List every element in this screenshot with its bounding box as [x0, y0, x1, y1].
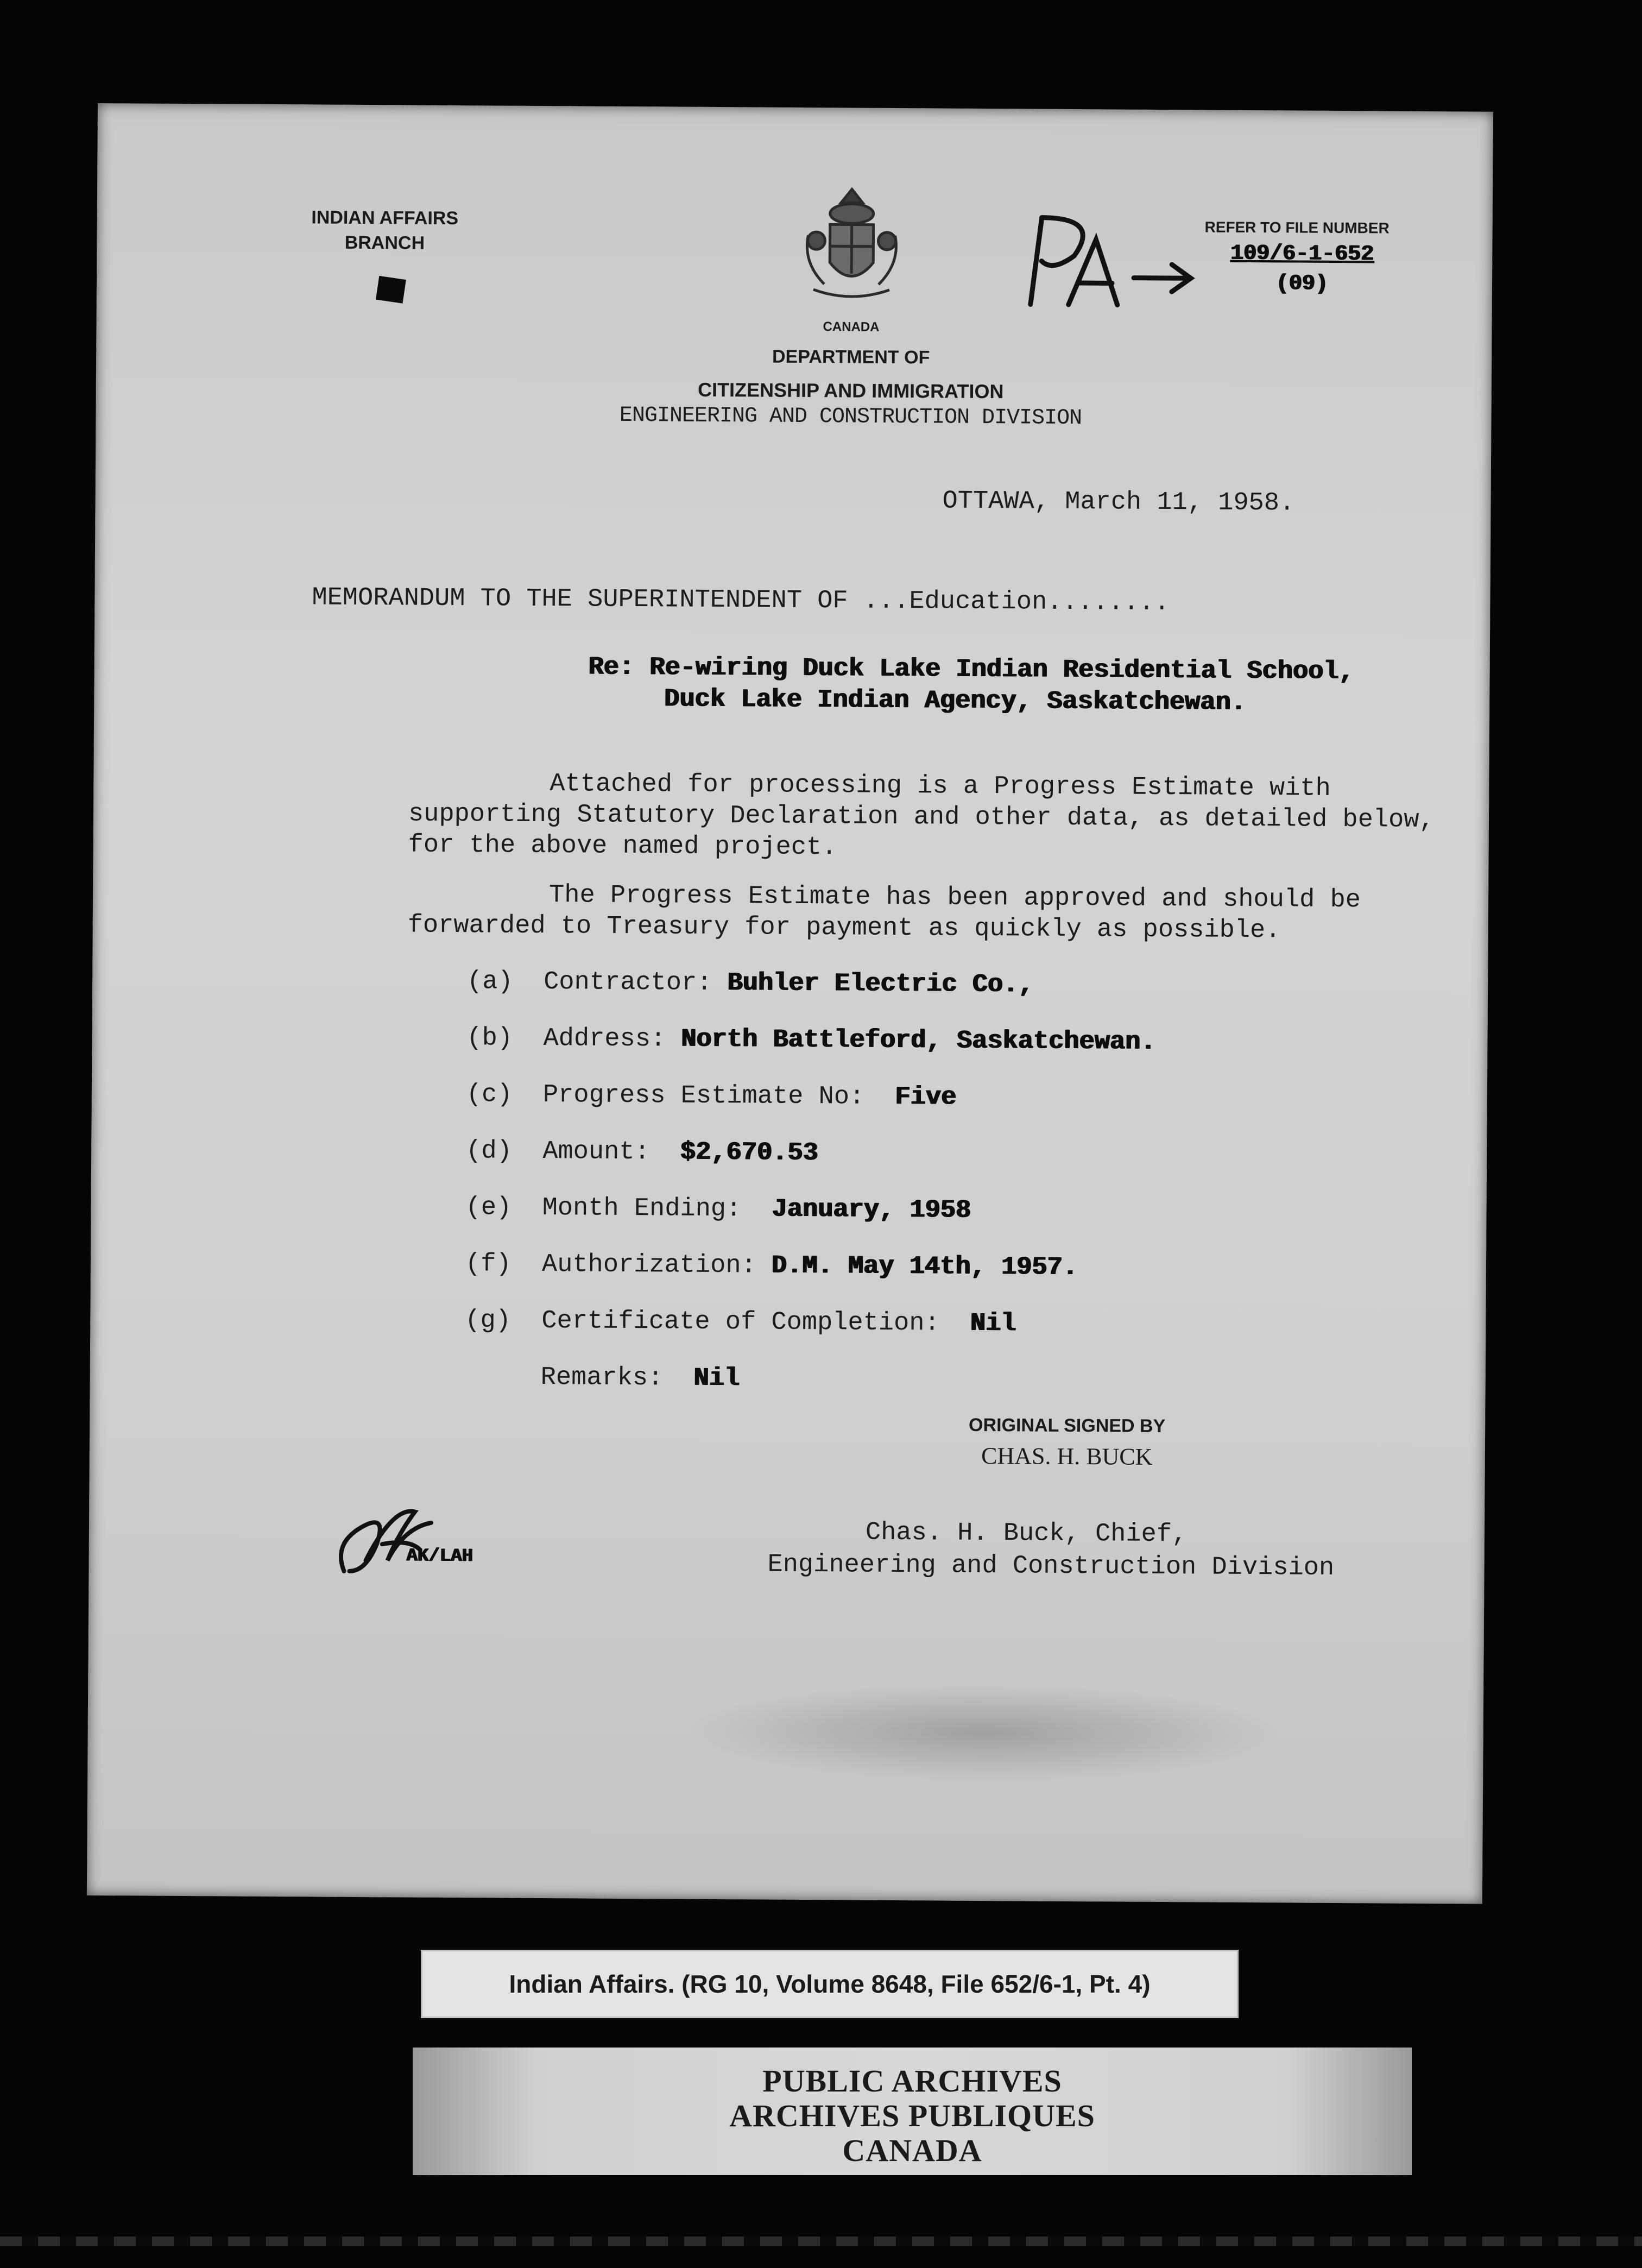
film-edge: [0, 2236, 1642, 2246]
paragraph-2-line-1: The Progress Estimate has been approved and should be: [548, 881, 1361, 915]
item-letter: (b): [466, 1024, 513, 1053]
re-line-1: Re: Re-wiring Duck Lake Indian Residential School,: [588, 653, 1355, 687]
item-value: $2,670.53: [680, 1138, 819, 1168]
division-heading: ENGINEERING AND CONSTRUCTION DIVISION: [619, 403, 1082, 431]
signatory-title: Engineering and Construction Division: [767, 1550, 1335, 1583]
paragraph-1-line-3: for the above named project.: [408, 830, 837, 862]
file-number: 109/6-1-652: [1230, 241, 1374, 267]
detail-item: [465, 1251, 1154, 1312]
file-number-suffix: (09): [1275, 272, 1329, 297]
signature-stamp-line-2: CHAS. H. BUCK: [981, 1442, 1153, 1470]
memo-to-line: MEMORANDUM TO THE SUPERINTENDENT OF ...Education........: [312, 583, 1170, 618]
item-value: D.M. May 14th, 1957.: [771, 1251, 1078, 1283]
item-label: Address:: [543, 1024, 666, 1054]
punch-mark: [376, 276, 406, 304]
country-label: CANADA: [823, 319, 880, 335]
detail-item: [465, 1308, 1154, 1369]
item-value: January, 1958: [772, 1195, 971, 1225]
signatory-name: Chas. H. Buck, Chief,: [865, 1518, 1188, 1549]
branch-heading: [292, 205, 477, 256]
paragraph-1-line-1: Attached for processing is a Progress Estimate with: [550, 770, 1331, 803]
item-label: Contractor:: [544, 968, 712, 998]
item-value: North Battleford, Saskatchewan.: [681, 1025, 1156, 1057]
department-line-1: DEPARTMENT OF: [772, 346, 930, 368]
detail-item: [467, 969, 1157, 1030]
typist-initials: AK/LAH: [406, 1546, 473, 1567]
item-label: Progress Estimate No:: [542, 1081, 865, 1112]
branch-line-1: INDIAN AFFAIRS: [311, 207, 459, 229]
branch-line-2: BRANCH: [344, 232, 425, 254]
document-page: [87, 103, 1493, 1904]
remarks-label: Remarks:: [540, 1363, 664, 1393]
item-label: Certificate of Completion:: [541, 1307, 940, 1338]
remarks-value: Nil: [693, 1364, 740, 1394]
detail-item: [466, 1138, 1155, 1199]
item-value: Five: [895, 1083, 957, 1112]
item-label: Month Ending:: [542, 1194, 742, 1224]
paragraph-2-line-2: forwarded to Treasury for payment as quickly as possible.: [407, 911, 1281, 946]
item-label: Authorization:: [541, 1250, 757, 1281]
item-label: Amount:: [542, 1137, 650, 1167]
department-line-2: CITIZENSHIP AND IMMIGRATION: [698, 378, 1004, 403]
detail-item: [465, 1195, 1155, 1256]
archive-reference-label: Indian Affairs. (RG 10, Volume 8648, File 652/6-1, Pt. 4): [421, 1950, 1239, 2018]
handwritten-signature-mark: [327, 1495, 437, 1588]
file-number-label: REFER TO FILE NUMBER: [1204, 218, 1390, 237]
signature-stamp-line-1: ORIGINAL SIGNED BY: [968, 1414, 1166, 1437]
item-letter: (a): [466, 967, 513, 997]
estimate-details-list: [464, 969, 1156, 1425]
paragraph-1-line-2: supporting Statutory Declaration and other data, as detailed below,: [408, 799, 1435, 835]
item-letter: (c): [466, 1080, 513, 1110]
item-letter: (g): [465, 1306, 511, 1335]
archives-stamp: [413, 2048, 1412, 2175]
item-value: Nil: [970, 1309, 1016, 1339]
smudge-mark: [685, 1682, 1283, 1784]
item-letter: (d): [466, 1137, 513, 1166]
handwritten-initials-mark: [1009, 196, 1216, 327]
archives-line-1: PUBLIC ARCHIVES: [762, 2063, 1062, 2099]
coat-of-arms-icon: [797, 181, 906, 306]
item-letter: (f): [465, 1250, 511, 1279]
detail-item: [466, 1025, 1156, 1086]
re-line-2: Duck Lake Indian Agency, Saskatchewan.: [664, 685, 1247, 717]
memo-date: OTTAWA, March 11, 1958.: [942, 487, 1295, 518]
archives-line-2: ARCHIVES PUBLIQUES: [729, 2098, 1095, 2133]
archives-line-3: CANADA: [842, 2133, 982, 2168]
item-letter: (e): [465, 1193, 512, 1223]
item-value: Buhler Electric Co.,: [727, 969, 1034, 1000]
detail-item: [466, 1082, 1155, 1143]
